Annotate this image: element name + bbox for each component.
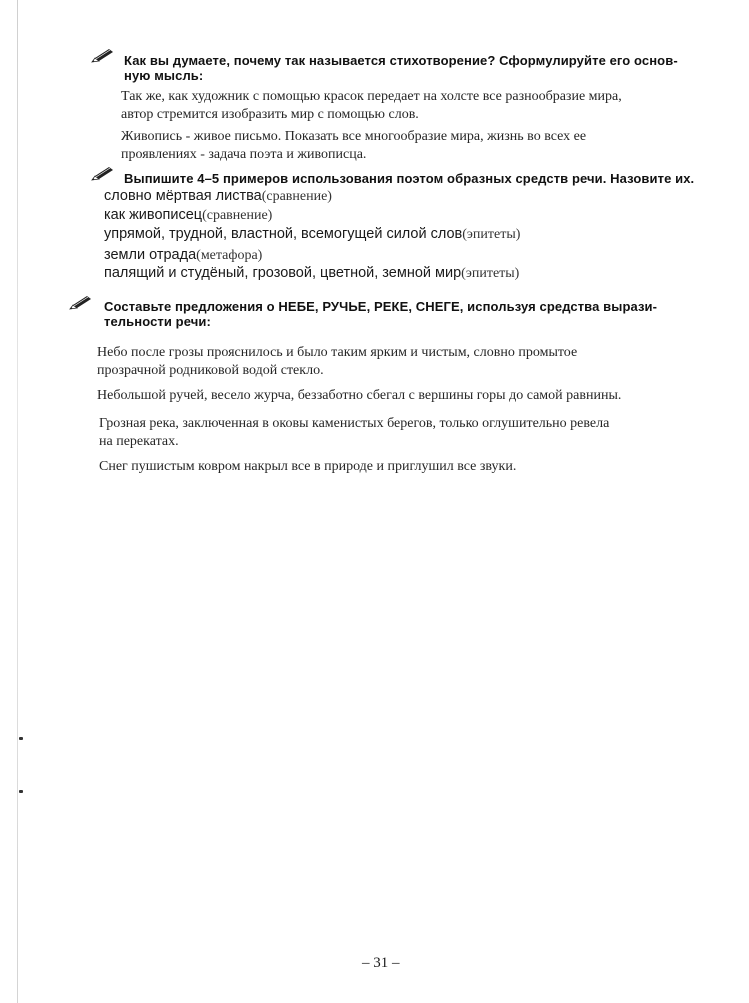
sentence-line: Небольшой ручей, весело журча, беззаботно сбегал с вершины горы до самой равнины. [97, 388, 622, 403]
page-edge-shadow [17, 0, 18, 1003]
example-note: (метафора) [196, 248, 263, 263]
scan-mark [19, 790, 23, 793]
sentence-line: Грозная река, заключенная в оковы каменистых берегов, только оглушительно ревела [99, 416, 610, 431]
example-4 [104, 246, 262, 265]
answer-line: автор стремится изобразить мир с помощью слов. [121, 107, 419, 122]
example-note: (эпитеты) [462, 227, 521, 242]
example-text: словно мёртвая листва [104, 188, 262, 204]
example-1 [104, 187, 332, 206]
task-3-question-line-1: Составьте предложения о НЕБЕ, РУЧЬЕ, РЕКЕ, СНЕГЕ, используя средства вырази- [104, 299, 658, 314]
task-3-question-line-2: тельности речи: [104, 314, 211, 329]
example-text: как живописец [104, 207, 203, 223]
example-5 [104, 264, 519, 283]
sentence-river [99, 415, 719, 451]
sentence-line: на перекатах. [99, 434, 179, 449]
example-3 [104, 225, 520, 244]
example-note: (сравнение) [261, 189, 332, 204]
answer-line: Так же, как художник с помощью красок передает на холсте все разнообразие мира, [121, 89, 622, 104]
task-3-question [104, 299, 704, 329]
example-text: палящий и студёный, грозовой, цветной, земной мир [104, 265, 462, 281]
sentence-snow [99, 458, 719, 476]
answer-line: Живопись - живое письмо. Показать все многообразие мира, жизнь во всех ее [121, 129, 587, 144]
task-1-answer [121, 88, 721, 164]
example-text: упрямой, трудной, властной, всемогущей силой слов [104, 226, 463, 242]
sentence-sky [97, 344, 717, 380]
sentence-line: Небо после грозы прояснилось и было таким ярким и чистым, словно промытое [97, 345, 578, 360]
example-note: (эпитеты) [461, 266, 520, 281]
answer-line: проявлениях - задача поэта и живописца. [121, 147, 367, 162]
pencil-icon [68, 295, 94, 311]
example-2 [104, 206, 272, 225]
pencil-icon [90, 166, 116, 182]
sentence-stream [97, 387, 737, 405]
scan-mark [19, 737, 23, 740]
page-number: – 31 – [362, 955, 400, 971]
task-1-question-line-1: Как вы думаете, почему так называется стихотворение? Сформулируйте его основ- [124, 53, 678, 68]
task-1-question-line-2: ную мысль: [124, 68, 204, 83]
example-text: земли отрада [104, 247, 197, 263]
sentence-line: прозрачной родниковой водой стекло. [97, 363, 324, 378]
task-2-question: Выпишите 4–5 примеров использования поэтом образных средств речи. Назовите их. [124, 171, 695, 186]
pencil-icon [90, 48, 116, 64]
sentence-line: Снег пушистым ковром накрыл все в природе и приглушил все звуки. [99, 459, 517, 474]
task-1-question [124, 53, 714, 83]
example-note: (сравнение) [202, 208, 273, 223]
